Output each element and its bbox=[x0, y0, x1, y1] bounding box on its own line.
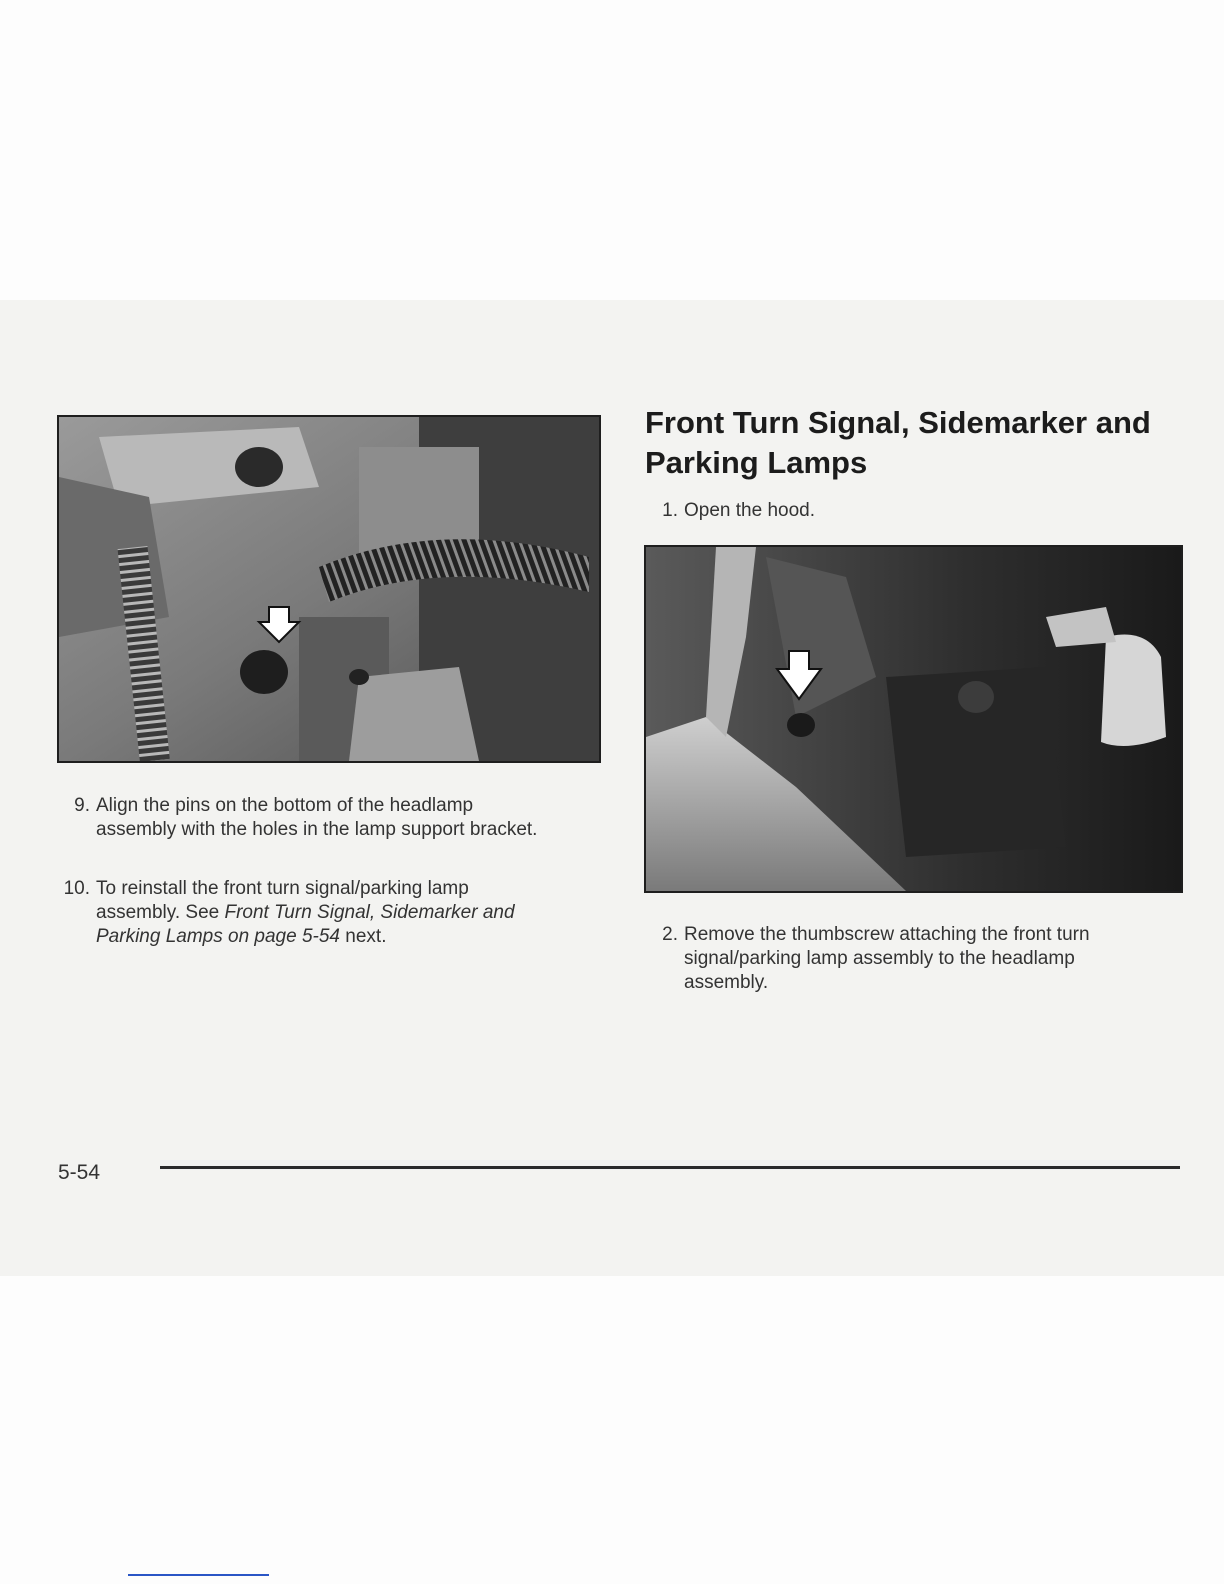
turn-signal-lamp-photo bbox=[644, 545, 1183, 893]
step-text: Align the pins on the bottom of the headlamp assembly with the holes in the lamp support bracket. bbox=[96, 795, 538, 840]
step-text-after: next. bbox=[340, 926, 387, 947]
section-heading-line1: Front Turn Signal, Sidemarker and bbox=[645, 405, 1151, 440]
step-text: Remove the thumbscrew attaching the front turn signal/parking lamp assembly to the headlamp assembly. bbox=[684, 924, 1090, 993]
headlamp-bracket-photo bbox=[57, 415, 601, 763]
step-number: 2. bbox=[662, 924, 678, 945]
cross-reference-link[interactable]: Front Turn Signal, Sidemarker and Parking Lamps on page 5-54 bbox=[96, 902, 515, 947]
step-number: 10. bbox=[63, 878, 90, 899]
step-text: Open the hood. bbox=[684, 500, 815, 521]
section-heading-line2: Parking Lamps bbox=[645, 445, 868, 480]
footer-divider bbox=[160, 1166, 1180, 1169]
page-number: 5-54 bbox=[58, 1161, 101, 1184]
step-number: 1. bbox=[662, 500, 678, 521]
step-text bbox=[96, 877, 556, 949]
link-underline bbox=[128, 1574, 269, 1576]
section-heading bbox=[645, 403, 1185, 483]
step-text-before: To reinstall the front turn signal/parking lamp assembly. See bbox=[96, 878, 469, 923]
step-number: 9. bbox=[74, 795, 90, 816]
